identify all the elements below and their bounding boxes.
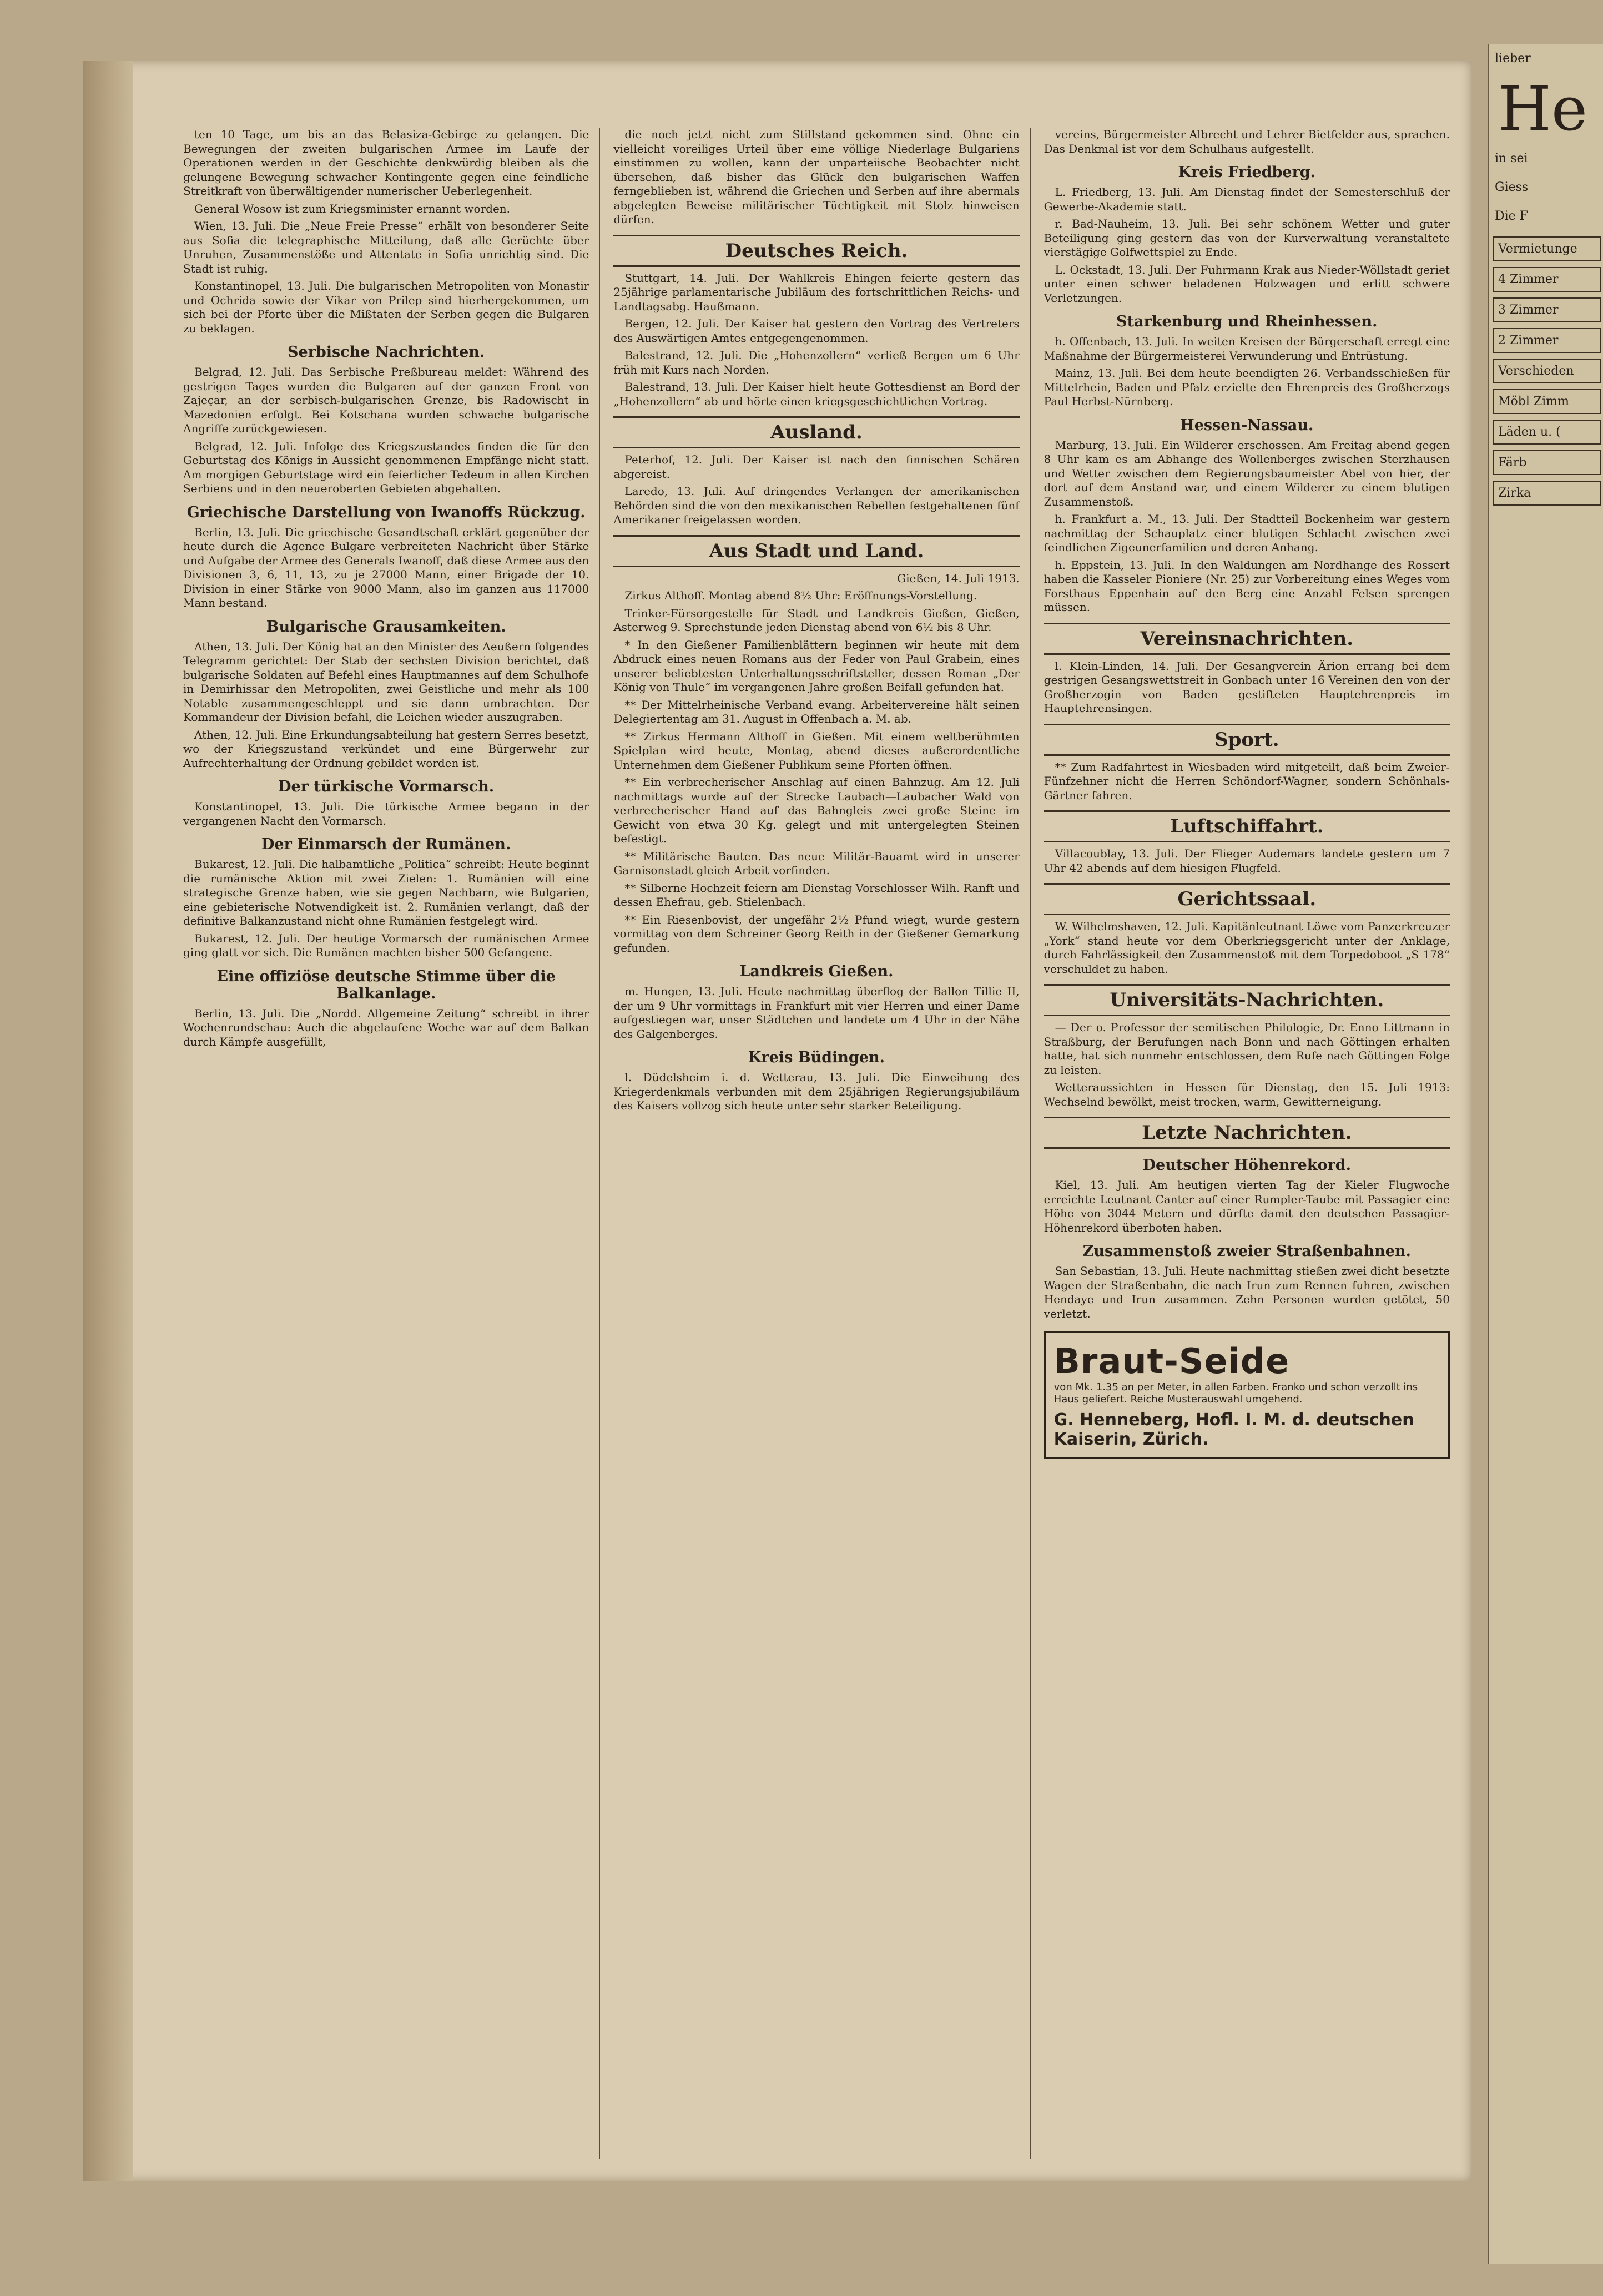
paragraph: Bukarest, 12. Juli. Der heutige Vormarsch der rumänischen Armee ging glatt vor sich. Die Rumänen machten bisher 500 Gefangene.	[183, 931, 589, 959]
section-heading: Deutsches Reich.	[613, 235, 1019, 267]
dateline: Gießen, 14. Juli 1913.	[897, 571, 1020, 585]
strip-text: in sei	[1495, 152, 1528, 165]
paragraph: * In den Gießener Familienblättern beginnen wir heute mit dem Abdruck eines neuen Romans aus der Feder von Paul Grabein, eines unserer beliebtesten Unterhaltungsschriftsteller, dessen Roman „Der König von Thule“ im vergangenen Jahre großen Beifall gefunden hat.	[613, 638, 1020, 694]
paragraph: Balestrand, 12. Juli. Die „Hohenzollern“ verließ Bergen um 6 Uhr früh mit Kurs nach Norden.	[613, 349, 1020, 376]
paragraph: Zirkus Althoff. Montag abend 8½ Uhr: Eröffnungs-Vorstellung.	[624, 589, 977, 602]
strip-text: Die F	[1495, 209, 1528, 223]
section-heading: Luftschiffahrt.	[1044, 810, 1450, 842]
paragraph: — Der o. Professor der semitischen Philologie, Dr. Enno Littmann in Straßburg, der Berufungen nach Bonn und nach Göttingen erhalten hatte, hat sich nunmehr entschlossen, dem Rufe nach Göttingen Folge zu leisten.	[1044, 1021, 1450, 1077]
section-subheading: Zusammenstoß zweier Straßenbahnen.	[1082, 1243, 1411, 1260]
paragraph: Belgrad, 12. Juli. Das Serbische Preßbureau meldet: Während des gestrigen Tages wurden die Bulgaren auf der ganzen Front von Zajeçar, an der serbisch-bulgarischen Grenze, bis Radowischt in Mazedonien erfolgt. Bei Kotschana wurden schwache bulgarische Angriffe zurückgewiesen.	[183, 365, 589, 435]
paragraph: ** Ein verbrecherischer Anschlag auf einen Bahnzug. Am 12. Juli nachmittags wurde auf der Strecke Laubach—Laubacher Wald von verbrecherischer Hand auf das Bahngleis zwei große Steine im Gewicht von etwa 30 Kg. gelegt und mit untergelegten Steinen befestigt.	[613, 775, 1020, 845]
paragraph: r. Bad-Nauheim, 13. Juli. Bei sehr schönem Wetter und guter Beteiligung ging gestern das von der Kurverwaltung veranstaltete vierstägige Golfwettspiel zu Ende.	[1044, 217, 1450, 259]
paragraph: h. Frankfurt a. M., 13. Juli. Der Stadtteil Bockenheim war gestern nachmittag der Schauplatz einer blutigen Schlacht zwischen zwei feindlichen Zigeunerfamilien und deren Anhang.	[1044, 512, 1450, 554]
paragraph: Kiel, 13. Juli. Am heutigen vierten Tag der Kieler Flugwoche erreichte Leutnant Canter auf einer Rumpler-Taube mit Passagier eine Höhe von 3044 Metern und dürfte damit den deutschen Passagier-Höhenrekord überboten haben.	[1044, 1178, 1450, 1234]
paragraph: ** Der Mittelrheinische Verband evang. Arbeitervereine hält seinen Delegiertentag am 31. August in Offenbach a. M. ab.	[613, 698, 1020, 725]
article-columns	[183, 128, 1460, 2159]
section-heading: Der Einmarsch der Rumänen.	[261, 836, 511, 853]
paragraph: San Sebastian, 13. Juli. Heute nachmittag stießen zwei dicht besetzte Wagen der Straßenbahn, die nach Irun zum Rennen fuhren, zwischen Hendaye und Irun zusammen. Zehn Personen wurden getötet, 50 verletzt.	[1044, 1264, 1450, 1320]
ad-title: Braut-Seide	[1053, 1341, 1290, 1381]
section-heading: Landkreis Gießen.	[739, 963, 894, 980]
ad-text: von Mk. 1.35 an per Meter, in allen Farben. Franko und schon verzollt ins Haus geliefert. Reiche Musterauswahl umgehend.	[1053, 1381, 1418, 1405]
paragraph: h. Eppstein, 13. Juli. In den Waldungen am Nordhange des Rossert haben die Kasseler Pioniere (Nr. 25) zur Vorbereitung eines Weges vom Forsthaus Eppenhain auf den Berg eine Anzahl Felsen sprengen müssen.	[1044, 558, 1450, 614]
paragraph: Belgrad, 12. Juli. Infolge des Kriegszustandes finden die für den Geburtstag des Königs in Aussicht genommenen Empfänge nicht statt. Am morgigen Geburtstage wird ein feierlicher Tedeum in allen Kirchen Serbiens und in den neueroberten Gebieten abgehalten.	[183, 439, 589, 495]
paragraph: Mainz, 13. Juli. Bei dem heute beendigten 26. Verbandsschießen für Mittelrhein, Baden und Pfalz erzielte den Ehrenpreis des Großherzogs Paul Herbst-Nürnberg.	[1044, 366, 1450, 408]
paragraph: Laredo, 13. Juli. Auf dringendes Verlangen der amerikanischen Behörden sind die von den mexikanischen Rebellen festgehaltenen fünf Amerikaner freigelassen worden.	[613, 485, 1020, 526]
paragraph: m. Hungen, 13. Juli. Heute nachmittag überflog der Ballon Tillie II, der um 9 Uhr vormittags in Frankfurt mit vier Herren und einer Dame aufgestiegen war, unser Städtchen und landete um 4 Uhr in der Nähe des Galgenberges.	[613, 985, 1020, 1041]
paragraph: Konstantinopel, 13. Juli. Die bulgarischen Metropoliten von Monastir und Ochrida sowie der Vikar von Prilep sind hierhergekommen, um sich bei der Pforte über die Mißtaten der Serben gegen die Bulgaren zu beklagen.	[183, 279, 589, 335]
paragraph: l. Düdelsheim i. d. Wetterau, 13. Juli. Die Einweihung des Kriegerdenkmals verbunden mit dem 25jährigen Regierungsjubiläum des Kaisers vollzog sich heute unter sehr starker Beteiligung.	[613, 1071, 1020, 1112]
paragraph: Wien, 13. Juli. Die „Neue Freie Presse“ erhält von besonderer Seite aus Sofia die telegraphische Mitteilung, daß alle Gerüchte über Unruhen, Zusammenstöße und Attentate in Sofia unrichtig sind. Die Stadt ist ruhig.	[183, 219, 589, 275]
paragraph: Berlin, 13. Juli. Die griechische Gesandtschaft erklärt gegenüber der heute durch die Agence Bulgare verbreiteten Nachricht über Stärke und Aufgabe der Armee des Generals Iwanoff, daß diese Armee aus den Divisionen 3, 6, 11, 13, zu je 27000 Mann, einer Brigade der 10. Division in einer Stärke von 9000 Mann, also im ganzen aus 117000 Mann bestand.	[183, 525, 589, 609]
strip-text: lieber	[1495, 52, 1531, 65]
paragraph: ** Militärische Bauten. Das neue Militär-Bauamt wird in unserer Garnisonstadt gleich Arbeit vorfinden.	[613, 849, 1020, 877]
column-3	[1044, 128, 1460, 2159]
strip-large-letters: He	[1498, 73, 1588, 144]
strip-classified-box: 3 Zimmer	[1493, 297, 1601, 322]
section-heading: Vereinsnachrichten.	[1044, 623, 1450, 655]
section-heading: Hessen-Nassau.	[1180, 416, 1314, 434]
section-heading: Starkenburg und Rheinhessen.	[1116, 313, 1378, 330]
strip-classified-box: 2 Zimmer	[1493, 328, 1601, 353]
section-heading: Eine offiziöse deutsche Stimme über die Balkanlage.	[216, 967, 556, 1002]
strip-classified-box: Läden u. (	[1493, 420, 1601, 445]
section-heading: Griechische Darstellung von Iwanoffs Rückzug.	[186, 503, 586, 521]
ad-firm: G. Henneberg, Hofl. I. M. d. deutschen Kaiserin, Zürich.	[1053, 1410, 1414, 1449]
paragraph: ** Zum Radfahrtest in Wiesbaden wird mitgeteilt, daß beim Zweier-Fünfzehner nicht die Herren Schöndorf-Wagner, sondern Schönhals-Gärtner fahren.	[1044, 760, 1450, 802]
weather-forecast: Wetteraussichten in Hessen für Dienstag, den 15. Juli 1913: Wechselnd bewölkt, meist trocken, warm, Gewitterneigung.	[1044, 1081, 1450, 1108]
paragraph: Berlin, 13. Juli. Die „Nordd. Allgemeine Zeitung“ schreibt in ihrer Wochenrundschau: Auch die abgelaufene Woche war auf dem Balkan durch Kämpfe ausgefüllt,	[183, 1006, 589, 1048]
section-heading: Universitäts-Nachrichten.	[1044, 984, 1450, 1016]
strip-classified-box: Verschieden	[1493, 359, 1601, 383]
paragraph: General Wosow ist zum Kriegsminister ernannt worden.	[194, 201, 511, 215]
section-heading: Serbische Nachrichten.	[287, 344, 485, 361]
paragraph: L. Friedberg, 13. Juli. Am Dienstag findet der Semesterschluß der Gewerbe-Akademie statt.	[1044, 185, 1450, 213]
adjacent-page-strip	[1488, 44, 1603, 2264]
paragraph: Athen, 12. Juli. Eine Erkundungsabteilung hat gestern Serres besetzt, wo der Kriegszustand verkündet und eine Bürgerwehr zur Aufrechterhaltung der Ordnung gebildet worden ist.	[183, 728, 589, 770]
section-heading: Der türkische Vormarsch.	[278, 778, 495, 795]
paragraph: vereins, Bürgermeister Albrecht und Lehrer Bietfelder aus, sprachen. Das Denkmal ist vor dem Schulhaus aufgestellt.	[1044, 128, 1450, 155]
section-heading: Ausland.	[613, 416, 1019, 448]
paragraph: die noch jetzt nicht zum Stillstand gekommen sind. Ohne ein vielleicht voreiliges Urteil über eine völlige Niederlage Bulgariens einstimmen zu wollen, kann der unparteiische Beobachter nicht übersehen, daß bisher das Glück den bulgarischen Waffen ferngeblieben ist, während die Griechen und Serben auf ihre abermals abgelegten Beweise militärischer Tüchtigkeit mit Stolz hinweisen dürfen.	[613, 128, 1020, 226]
paragraph: Marburg, 13. Juli. Ein Wilderer erschossen. Am Freitag abend gegen 8 Uhr kam es am Abhange des Wollenberges zwischen Sterzhausen und Wetter zwischen dem Regierungsbaumeister Abel von hier, der dort auf dem Anstand war, und einem Wilderer zu einem blutigen Zusammenstoß.	[1044, 438, 1450, 508]
newspaper-page	[83, 61, 1471, 2181]
paragraph: Peterhof, 12. Juli. Der Kaiser ist nach den finnischen Schären abgereist.	[613, 453, 1020, 481]
strip-classified-box: Möbl Zimm	[1493, 389, 1601, 414]
paragraph: h. Offenbach, 13. Juli. In weiten Kreisen der Bürgerschaft erregt eine Maßnahme der Bürgermeisterei Verwunderung und Entrüstung.	[1044, 335, 1450, 362]
section-heading: Gerichtssaal.	[1044, 883, 1450, 915]
strip-classified-box: 4 Zimmer	[1493, 267, 1601, 292]
advertisement-braut-seide	[1044, 1331, 1450, 1459]
strip-text: Giess	[1495, 180, 1529, 194]
paragraph: l. Klein-Linden, 14. Juli. Der Gesangverein Ärion errang bei dem gestrigen Gesangswettstreit in Gonbach unter 16 Vereinen den von der Großherzogin von Baden gestifteten Hauptehrenpreis im Hauptehrensingen.	[1044, 659, 1450, 715]
paragraph: L. Ockstadt, 13. Juli. Der Fuhrmann Krak aus Nieder-Wöllstadt geriet unter einen schwer beladenen Holzwagen und erlitt schwere Verletzungen.	[1044, 263, 1450, 305]
column-2	[613, 128, 1030, 2159]
paragraph: Bukarest, 12. Juli. Die halbamtliche „Politica“ schreibt: Heute beginnt die rumänische Aktion mit zwei Zielen: 1. Rumänien will eine strategische Grenze haben, wie sie gegen Nachbarn, wie Bulgarien, eine gebieterische Notwendigkeit ist. 2. Rumänien verlangt, daß der definitive Balkanzustand nicht ohne Rumänien festgelegt wird.	[183, 857, 589, 927]
paragraph: ** Silberne Hochzeit feiern am Dienstag Vorschlosser Wilh. Ranft und dessen Ehefrau, geb. Stielenbach.	[613, 881, 1020, 909]
section-heading: Kreis Friedberg.	[1178, 164, 1316, 181]
column-1	[183, 128, 600, 2159]
strip-classified-box: Vermietunge	[1493, 236, 1601, 261]
section-heading: Sport.	[1044, 724, 1450, 756]
paragraph: ten 10 Tage, um bis an das Belasiza-Gebirge zu gelangen. Die Bewegungen der zweiten bulgarischen Armee im Laufe der Operationen werden in der Geschichte denkwürdig bleiben als die gelungene Bewegung schwacher Kontingente gegen eine feindliche Streitkraft von überwältigender numerischer Ueberlegenheit.	[183, 128, 589, 198]
paragraph: Trinker-Fürsorgestelle für Stadt und Landkreis Gießen, Gießen, Asterweg 9. Sprechstunde jeden Dienstag abend von 6½ bis 8 Uhr.	[613, 606, 1020, 634]
section-heading: Aus Stadt und Land.	[613, 535, 1019, 567]
paragraph: Villacoublay, 13. Juli. Der Flieger Audemars landete gestern um 7 Uhr 42 abends auf dem hiesigen Flugfeld.	[1044, 847, 1450, 875]
paragraph: Stuttgart, 14. Juli. Der Wahlkreis Ehingen feierte gestern das 25jährige parlamentarische Jubiläum des fortschrittlichen Reichs- und Landtagsabg. Haußmann.	[613, 271, 1020, 313]
paragraph: Athen, 13. Juli. Der König hat an den Minister des Aeußern folgendes Telegramm gerichtet: Der Stab der sechsten Division berichtet, daß bulgarische Soldaten auf Befehl eines Hauptmannes auf dem Schulhofe in Demirhissar den Metropoliten, zwei Geistliche und mehr als 100 Notable zusammengeschleppt und sie dann umbrachten. Der Kommandeur der Division befahl, die Leichen wieder auszugraben.	[183, 639, 589, 724]
paragraph: Konstantinopel, 13. Juli. Die türkische Armee begann in der vergangenen Nacht den Vormarsch.	[183, 800, 589, 827]
section-heading: Letzte Nachrichten.	[1044, 1117, 1450, 1149]
strip-classified-box: Zirka	[1493, 481, 1601, 506]
paragraph: Bergen, 12. Juli. Der Kaiser hat gestern den Vortrag des Vertreters des Auswärtigen Amtes entgegengenommen.	[613, 317, 1020, 345]
page-fold-shadow	[83, 61, 133, 2181]
section-subheading: Deutscher Höhenrekord.	[1142, 1157, 1351, 1174]
strip-classified-box: Färb	[1493, 450, 1601, 475]
paragraph: W. Wilhelmshaven, 12. Juli. Kapitänleutnant Löwe vom Panzerkreuzer „York“ stand heute vor dem Oberkriegsgericht unter der Anklage, durch Fahrlässigkeit den Zusammenstoß mit dem Torpedoboot „S 178“ verschuldet zu haben.	[1044, 920, 1450, 976]
section-heading: Kreis Büdingen.	[748, 1049, 885, 1066]
section-heading: Bulgarische Grausamkeiten.	[266, 618, 506, 635]
paragraph: ** Ein Riesenbovist, der ungefähr 2½ Pfund wiegt, wurde gestern vormittag von dem Schreiner Georg Reith in der Gießener Gemarkung gefunden.	[613, 912, 1020, 955]
paragraph: Balestrand, 13. Juli. Der Kaiser hielt heute Gottesdienst an Bord der „Hohenzollern“ ab und hörte einen kriegsgeschichtlichen Vortrag.	[613, 380, 1020, 408]
paragraph: ** Zirkus Hermann Althoff in Gießen. Mit einem weltberühmten Spielplan wird heute, Montag, abend dieses außerordentliche Unternehmen dem Gießener Publikum seine Pforten öffnen.	[613, 729, 1020, 771]
